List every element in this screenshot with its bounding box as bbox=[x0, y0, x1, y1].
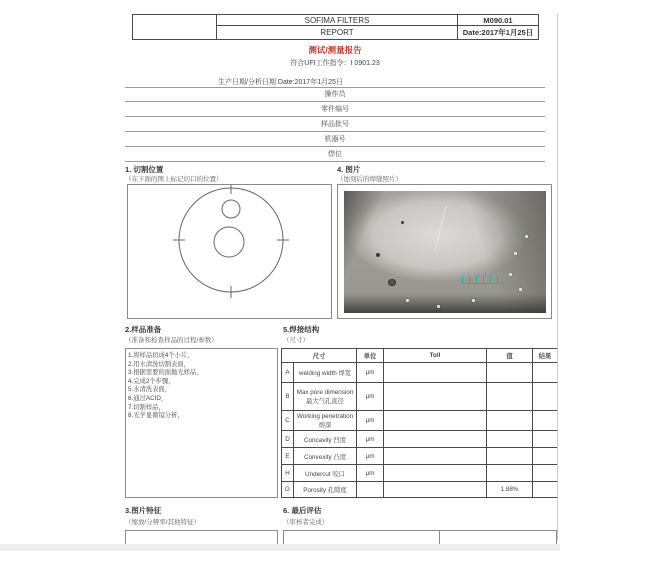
row-toll bbox=[384, 383, 487, 411]
row-unit: μm bbox=[357, 448, 384, 465]
table-row bbox=[282, 383, 558, 411]
row-value bbox=[487, 383, 533, 411]
row-id: B bbox=[282, 383, 294, 411]
table-row bbox=[282, 411, 558, 431]
row-id: A bbox=[282, 363, 294, 383]
row-toll bbox=[384, 431, 487, 448]
section1-subtitle: （在下面的图上标记切口的位置） bbox=[125, 176, 223, 183]
row-toll bbox=[384, 363, 487, 383]
measurement-annotation-line bbox=[462, 283, 504, 284]
logo-cell bbox=[133, 15, 217, 40]
measurement-dot bbox=[472, 299, 475, 302]
table-row bbox=[282, 431, 558, 448]
row-unit: μm bbox=[357, 363, 384, 383]
measurement-table bbox=[281, 348, 558, 498]
row-value bbox=[487, 465, 533, 482]
section3-subtitle: （缩放/分辨率/其他特征） bbox=[125, 519, 201, 526]
company-name: SOFIMA FILTERS bbox=[217, 15, 458, 26]
row-result bbox=[533, 431, 558, 448]
prep-step: 6.通过ACID， bbox=[128, 394, 168, 402]
field-operator: 操作员 bbox=[125, 87, 545, 102]
measurement-dot bbox=[514, 252, 517, 255]
weld-macro-photo bbox=[344, 191, 546, 313]
row-name: Working penetration 熔深 bbox=[294, 411, 357, 431]
row-id: H bbox=[282, 465, 294, 482]
measurement-dot bbox=[525, 235, 528, 238]
row-unit: μm bbox=[357, 465, 384, 482]
report-label: REPORT bbox=[217, 26, 458, 40]
field-part-number: 零件编号 bbox=[125, 102, 545, 117]
row-value: 1.88% bbox=[487, 482, 533, 498]
weld-photo-box bbox=[337, 184, 552, 319]
row-result bbox=[533, 411, 558, 431]
section4-title: 4. 图片 bbox=[337, 165, 361, 174]
table-row bbox=[282, 448, 558, 465]
page-edge-line bbox=[557, 14, 558, 541]
prep-step: 4.完成2个步骤， bbox=[128, 377, 175, 385]
prep-step: 8.光学显微镜分析， bbox=[128, 412, 184, 420]
form-fields bbox=[125, 87, 545, 162]
bottom-strip bbox=[0, 544, 560, 551]
row-toll bbox=[384, 411, 487, 431]
row-id: D bbox=[282, 431, 294, 448]
pore-spot bbox=[376, 253, 380, 257]
col-header-unit: 单位 bbox=[357, 349, 384, 363]
row-result bbox=[533, 363, 558, 383]
row-toll bbox=[384, 465, 487, 482]
field-sample-batch: 样品批号 bbox=[125, 117, 545, 132]
doc-number: M090.01 bbox=[458, 15, 539, 26]
section6-subtitle: （审核者完成） bbox=[283, 519, 329, 526]
work-order-line: 符合UFI工作指令：I 0901.23 bbox=[290, 60, 380, 67]
measurement-dot bbox=[509, 273, 512, 276]
row-name: welding width 焊宽 bbox=[294, 363, 357, 383]
table-row bbox=[282, 363, 558, 383]
row-name: Concavity 凹度 bbox=[294, 431, 357, 448]
row-toll bbox=[384, 448, 487, 465]
row-value bbox=[487, 411, 533, 431]
table-row bbox=[282, 482, 558, 498]
row-value bbox=[487, 431, 533, 448]
header-date: Date:2017年1月25日 bbox=[458, 26, 539, 40]
prep-step: 1.将样品切成4个小片， bbox=[128, 352, 194, 359]
col-header-toll: Toll bbox=[384, 349, 487, 363]
row-value bbox=[487, 363, 533, 383]
scratch-mark bbox=[434, 206, 446, 251]
row-unit: μm bbox=[357, 411, 384, 431]
pore-spot bbox=[401, 221, 404, 224]
section2-subtitle: （准备和检查样品的过程/参数） bbox=[125, 337, 218, 344]
row-unit: μm bbox=[357, 431, 384, 448]
row-id: C bbox=[282, 411, 294, 431]
col-header-dimension: 尺寸 bbox=[282, 349, 357, 363]
sample-prep-box bbox=[125, 348, 278, 498]
row-result bbox=[533, 383, 558, 411]
reviewer-signature-input[interactable] bbox=[440, 531, 556, 544]
prep-step: 2.用水清洗切割表面， bbox=[128, 360, 190, 368]
field-weld-position: 焊位 bbox=[125, 147, 545, 162]
pore-spot bbox=[388, 279, 396, 286]
row-result bbox=[533, 482, 558, 498]
row-unit: μm bbox=[357, 383, 384, 411]
field-machine-number: 机器号 bbox=[125, 132, 545, 147]
header-table bbox=[132, 14, 539, 40]
row-id: G bbox=[282, 482, 294, 498]
final-evaluation-box bbox=[283, 530, 557, 545]
row-result bbox=[533, 448, 558, 465]
section5-subtitle: （尺寸） bbox=[283, 337, 309, 344]
measurement-dot bbox=[519, 288, 522, 291]
cut-position-diagram bbox=[128, 185, 331, 318]
row-result bbox=[533, 465, 558, 482]
production-date-line: 生产日期/分析日期 Date:2017年1月25日 bbox=[218, 79, 343, 86]
col-header-result: 结果 bbox=[533, 349, 558, 363]
row-name: Undercut 咬口 bbox=[294, 465, 357, 482]
measurement-dot bbox=[406, 299, 409, 302]
section3-title: 3.图片特征 bbox=[125, 506, 162, 515]
row-unit bbox=[357, 482, 384, 498]
final-evaluation-input[interactable] bbox=[284, 531, 440, 544]
section1-title: 1. 切割位置 bbox=[125, 165, 164, 174]
row-toll bbox=[384, 482, 487, 498]
col-header-value: 值 bbox=[487, 349, 533, 363]
section6-title: 6. 最后评估 bbox=[283, 506, 322, 515]
measurement-dot bbox=[437, 305, 440, 308]
row-name: Convexity 凸度 bbox=[294, 448, 357, 465]
photo-features-input[interactable] bbox=[125, 530, 278, 545]
row-id: E bbox=[282, 448, 294, 465]
measurement-annotation-text bbox=[466, 289, 500, 295]
prep-step: 5.水清洗表面， bbox=[128, 386, 172, 394]
prep-step: 3.根据需要的面抛光样品， bbox=[128, 369, 203, 377]
section5-title: 5.焊接结构 bbox=[283, 325, 320, 334]
row-value bbox=[487, 448, 533, 465]
row-name: Max pore dimension 最大气孔直径 bbox=[294, 383, 357, 411]
cut-position-box bbox=[127, 184, 332, 319]
section2-title: 2.样品准备 bbox=[125, 325, 162, 334]
section4-subtitle: （蚀刻后的焊缝照片） bbox=[337, 176, 402, 183]
table-row bbox=[282, 465, 558, 482]
page-title: 测试/测量报告 bbox=[308, 45, 362, 55]
prep-step: 7.切割样品， bbox=[128, 403, 165, 411]
row-name: Porosity 孔隙度 bbox=[294, 482, 357, 498]
